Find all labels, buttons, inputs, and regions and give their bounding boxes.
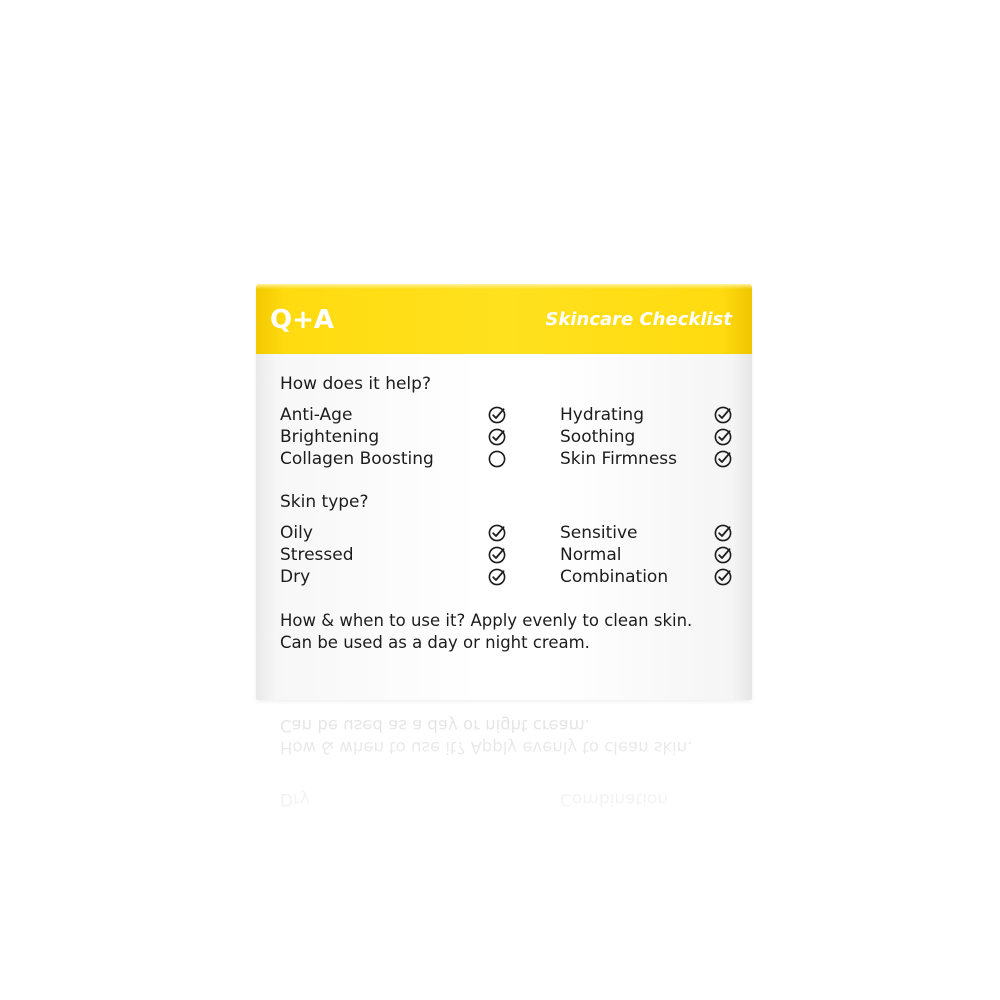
checklist-item	[280, 522, 510, 544]
item-label: Dry	[280, 567, 311, 587]
reflection-usage	[280, 714, 692, 758]
help-right-column	[560, 404, 740, 470]
check-icon	[714, 406, 732, 424]
skin-right-column	[560, 522, 740, 588]
check-icon	[714, 546, 732, 564]
usage-instructions	[280, 610, 740, 654]
check-icon	[488, 406, 506, 424]
item-label: Sensitive	[560, 523, 638, 543]
check-icon	[488, 546, 506, 564]
item-label: Hydrating	[560, 405, 644, 425]
check-icon	[714, 450, 732, 468]
check-icon	[488, 568, 506, 586]
item-label: Combination	[560, 567, 669, 587]
check-icon	[488, 428, 506, 446]
checklist-item	[280, 566, 510, 588]
check-icon	[714, 524, 732, 542]
checklist-item	[560, 566, 740, 588]
item-label: Stressed	[280, 545, 354, 565]
checklist-item	[560, 522, 740, 544]
item-label: Brightening	[280, 427, 380, 447]
reflection-item-dry: Dry	[280, 789, 311, 809]
checklist-item	[560, 448, 740, 470]
reflection-item-combination: Combination	[560, 789, 669, 809]
empty-circle-icon	[488, 450, 506, 468]
brand-band	[256, 284, 752, 354]
surface-reflection	[256, 700, 752, 880]
checklist-item	[280, 544, 510, 566]
checklist-item	[280, 426, 510, 448]
item-label: Collagen Boosting	[280, 449, 434, 469]
checklist-item	[560, 404, 740, 426]
reflection-fade	[256, 700, 752, 880]
help-left-column	[280, 404, 510, 470]
item-label: Skin Firmness	[560, 449, 677, 469]
check-icon	[714, 568, 732, 586]
reflection-usage-line-1: How & when to use it? Apply evenly to clean skin.	[280, 738, 693, 757]
product-box	[256, 284, 752, 700]
help-grid	[280, 404, 740, 470]
check-icon	[488, 524, 506, 542]
skin-grid	[280, 522, 740, 588]
band-highlight	[256, 284, 752, 289]
item-label: Soothing	[560, 427, 636, 447]
help-heading: How does it help?	[280, 374, 431, 394]
usage-line-2: Can be used as a day or night cream.	[280, 633, 590, 652]
reflection-mirror	[256, 700, 752, 880]
skin-type-heading: Skin type?	[280, 492, 369, 512]
reflection-usage-line-2: Can be used as a day or night cream.	[280, 716, 590, 735]
checklist-title: Skincare Checklist	[545, 309, 732, 330]
brand-logo: Q+A	[270, 305, 335, 335]
check-icon	[714, 428, 732, 446]
checklist-item	[280, 404, 510, 426]
item-label: Anti-Age	[280, 405, 353, 425]
skin-left-column	[280, 522, 510, 588]
checklist-item	[560, 426, 740, 448]
checklist-content	[280, 372, 740, 654]
item-label: Normal	[560, 545, 622, 565]
usage-line-1: How & when to use it? Apply evenly to clean skin.	[280, 611, 693, 630]
checklist-item	[560, 544, 740, 566]
checklist-item	[280, 448, 510, 470]
item-label: Oily	[280, 523, 313, 543]
